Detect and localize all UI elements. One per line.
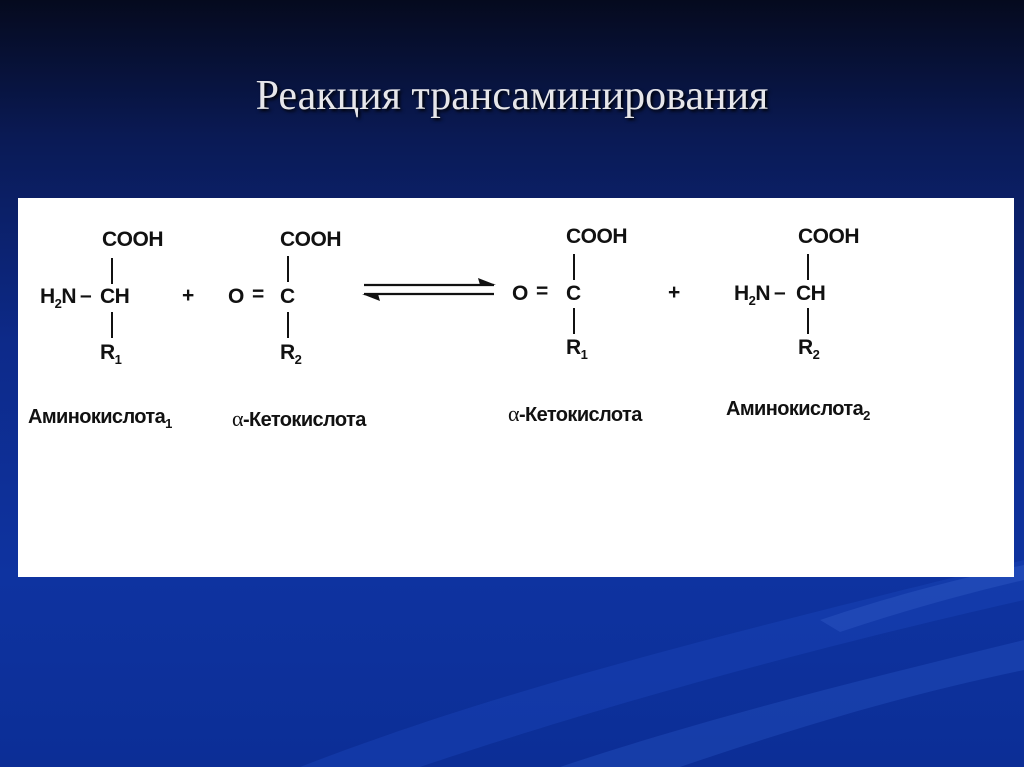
product1-double-bond: =: [536, 280, 548, 303]
product2-radical: $R_2$: [798, 336, 820, 362]
reactant2-cooh: COOH: [280, 228, 341, 251]
reactant1-carbon: CH: [100, 285, 130, 308]
reactant2-radical: $R_2$: [280, 341, 302, 367]
product1-radical: $R_1$: [566, 336, 588, 362]
reaction-lines: [18, 198, 1014, 577]
slide-title: Реакция трансаминирования: [255, 73, 769, 119]
product2-caption: Аминокислота$_2$: [726, 398, 870, 423]
product2-carbon: CH: [796, 282, 826, 305]
product1-carbon: C: [566, 282, 581, 305]
reactant1-bond: –: [80, 284, 92, 307]
product2-amino-group: $H_2N$: [734, 282, 771, 308]
product2-cooh: COOH: [798, 225, 859, 248]
reactant1-cooh: COOH: [102, 228, 163, 251]
product2-bond: –: [774, 281, 786, 304]
product1-caption: α-Кетокислота: [508, 401, 642, 426]
product1-oxygen: O: [512, 282, 528, 305]
reactant2-carbon: C: [280, 285, 295, 308]
reactant2-double-bond: =: [252, 283, 264, 306]
plus-sign: +: [182, 284, 194, 307]
reaction-panel: [18, 198, 1014, 577]
plus-sign: +: [668, 281, 680, 304]
reactant1-radical: $R_1$: [100, 341, 122, 367]
reactant1-amino-group: $H_2N$: [40, 285, 77, 311]
reactant2-oxygen: O: [228, 285, 244, 308]
equilibrium-arrow-icon: [362, 278, 496, 301]
product1-cooh: COOH: [566, 225, 627, 248]
reactant2-caption: α-Кетокислота: [232, 406, 366, 431]
reactant1-caption: Аминокислота$_1$: [28, 406, 172, 431]
